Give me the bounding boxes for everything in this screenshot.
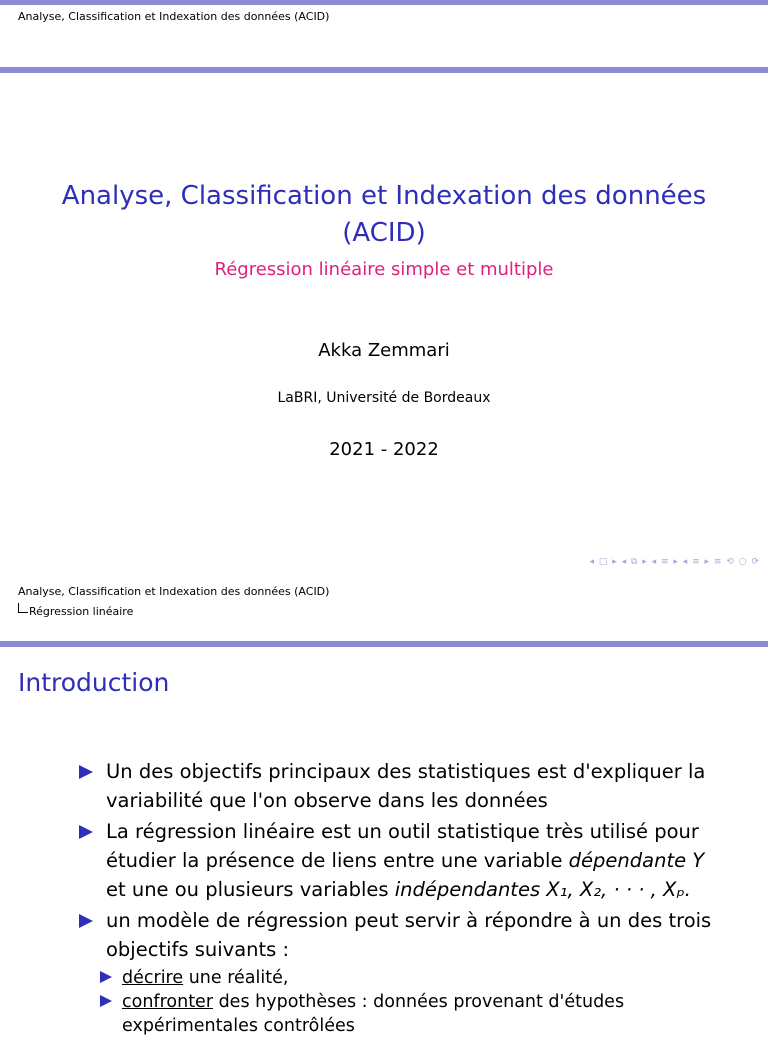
- breadcrumb: [18, 603, 133, 618]
- running-head: Analyse, Classification et Indexation des données (ACID): [18, 10, 330, 23]
- tree-branch-icon: [18, 603, 28, 613]
- introduction-slide: [0, 576, 768, 1036]
- bullet-list: [76, 757, 716, 1038]
- item-formula: X₁, X₂, · · · , Xₚ.: [540, 878, 691, 901]
- item-text: Un des objectifs principaux des statistiques est d'expliquer la variabilité que l'on observe dans les données: [106, 760, 706, 812]
- top-bar: [0, 0, 768, 5]
- triangle-bullet-icon: [79, 914, 93, 928]
- presentation-title: [40, 178, 728, 252]
- sub-list-item: [76, 990, 716, 1038]
- item-emphasis: dépendante Y: [568, 849, 705, 872]
- item-text: et une ou plusieurs variables: [106, 878, 395, 901]
- frame-title: Introduction: [18, 668, 170, 697]
- triangle-bullet-icon: [79, 825, 93, 839]
- list-item: [76, 757, 716, 815]
- sub-list-item: [76, 966, 716, 990]
- item-text: La régression linéaire est un outil statistique très utilisé pour étudier la présence de liens entre une variable: [106, 820, 699, 872]
- navigation-icons[interactable]: ◂ □ ▸ ◂ ⧉ ▸ ◂ ≡ ▸ ◂ ≡ ▸ ≡ ⟲ ○ ⟳: [589, 557, 760, 567]
- sub-item-text: une réalité,: [183, 968, 289, 988]
- list-item: [76, 817, 716, 904]
- sub-item-key: décrire: [122, 968, 184, 988]
- sub-item-key: confronter: [122, 992, 214, 1012]
- item-text: un modèle de régression peut servir à répondre à un des trois objectifs suivants :: [106, 909, 712, 961]
- item-emphasis: indépendantes: [394, 878, 541, 901]
- author-name: Akka Zemmari: [318, 340, 450, 361]
- sub-item-text: des hypothèses : données provenant d'études expérimentales contrôlées: [122, 992, 625, 1036]
- title-line-1: Analyse, Classification et Indexation des données: [61, 181, 707, 211]
- triangle-bullet-icon: [79, 765, 93, 779]
- date: 2021 - 2022: [329, 439, 439, 460]
- title-line-2: (ACID): [342, 218, 426, 248]
- triangle-bullet-icon: [100, 971, 112, 983]
- triangle-bullet-icon: [100, 995, 112, 1007]
- header-bar: [0, 67, 768, 73]
- list-item: [76, 906, 716, 964]
- presentation-subtitle: Régression linéaire simple et multiple: [214, 259, 554, 280]
- institute: LaBRI, Université de Bordeaux: [277, 390, 491, 406]
- header-bar: [0, 641, 768, 647]
- running-head: Analyse, Classification et Indexation des données (ACID): [18, 585, 330, 598]
- breadcrumb-section: Régression linéaire: [29, 605, 134, 618]
